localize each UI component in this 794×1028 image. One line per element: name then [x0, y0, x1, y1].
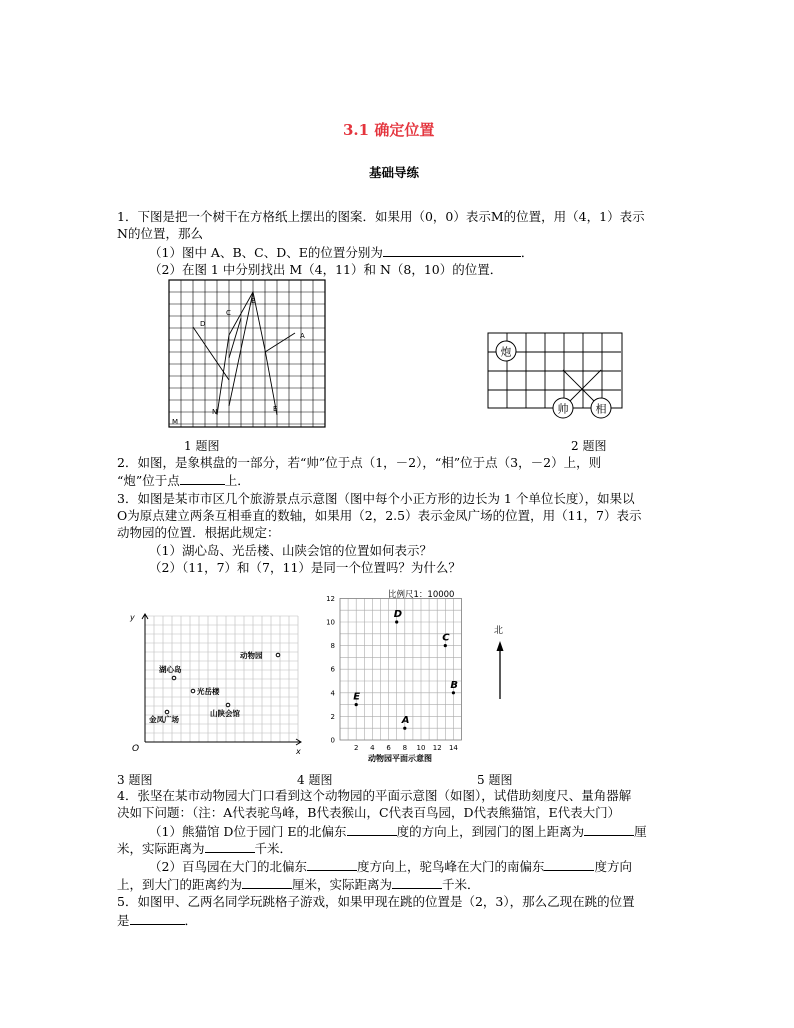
piece-shuai-label: 帅: [557, 402, 569, 416]
q4-part1-b: 度的方向上，到园门的图上距离为: [396, 824, 585, 839]
q2-line2: [117, 472, 250, 489]
q4-part1-a: （1）熊猫馆 D位于园门 E的北偏东: [149, 824, 347, 839]
y-tick-label: 8: [330, 642, 335, 651]
y-tick-label: 10: [326, 618, 335, 627]
q4-part2-d: 上，到大门的距离约为: [117, 877, 243, 892]
q4-part2-e: 厘米，实际距离为: [292, 877, 393, 892]
q5-line2: [117, 912, 197, 929]
chart-title: 比例尺1：10000: [388, 590, 455, 600]
y-axis-label: y: [130, 613, 135, 622]
place-marker-zoo: [276, 653, 280, 657]
answer-blank[interactable]: [307, 858, 357, 871]
place-label-lake: 湖心岛: [159, 665, 182, 674]
place-marker-tower: [191, 689, 195, 693]
data-point-c: [444, 644, 447, 647]
x-tick-label: 4: [370, 744, 375, 752]
point-label-m: M: [172, 418, 179, 426]
tree-line: [193, 327, 229, 380]
q1-part1-text: （1）图中 A、B、C、D、E的位置分别为: [149, 245, 383, 260]
figure-3-caption: 3 题图: [117, 773, 153, 787]
q5-line1: 5．如图甲、乙两名同学玩跳格子游戏，如果甲现在跳的位置是（2，3），那么乙现在跳的位置: [117, 894, 635, 909]
figure-5-caption: 5 题图: [477, 773, 513, 787]
north-arrow-head: [497, 641, 504, 651]
axes: [142, 614, 301, 745]
piece-pao-label: 炮: [500, 345, 512, 359]
figure-1-caption: 1 题图: [184, 439, 220, 453]
figure-2-caption: 2 题图: [571, 439, 607, 453]
data-point-b: [452, 691, 455, 694]
point-label-c: C: [226, 309, 231, 317]
data-point-label-c: C: [442, 632, 450, 644]
piece-xiang-label: 相: [595, 402, 607, 416]
figure-2-chessboard: [487, 332, 627, 424]
q4-part2-cont: [117, 876, 480, 893]
x-tick-label: 8: [402, 744, 408, 752]
point-label-e: E: [273, 405, 278, 413]
q1-part2: （2）在图 1 中分别找出 M（4，11）和 N（8，10）的位置．: [149, 262, 503, 277]
q1-part1: [149, 244, 533, 261]
data-point-label-b: B: [450, 679, 459, 691]
x-tick-label: 10: [416, 744, 426, 752]
data-point-e: [355, 703, 358, 706]
tree-trunk: [193, 292, 295, 415]
tree-line: [265, 333, 295, 352]
north-label: 北: [494, 626, 504, 636]
data-point-label-a: A: [401, 715, 410, 727]
y-tick-label: 0: [330, 736, 335, 745]
answer-blank[interactable]: [392, 876, 442, 889]
point-label-d: D: [200, 320, 206, 328]
y-tick-label: 4: [330, 689, 335, 698]
point-label-b: B: [251, 297, 256, 305]
q1-line1: 1．下图是把一个树干在方格纸上摆出的图案．如果用（0，0）表示M的位置，用（4，1）表示: [117, 209, 645, 224]
place-marker-plaza: [165, 710, 169, 714]
q4-part1-e: 千米．: [254, 841, 293, 856]
origin-label: O: [132, 744, 140, 754]
place-label-zoo: 动物园: [240, 651, 263, 660]
q4-line2: 决如下问题：（注：A代表驼鸟峰，B代表猴山，C代表百鸟园，D代表熊猫馆，E代表大门）: [117, 805, 621, 820]
answer-blank[interactable]: [544, 858, 594, 871]
q3-line1: 3．如图是某市市区几个旅游景点示意图（图中每个小正方形的边长为 1 个单位长度），如果以: [117, 491, 635, 506]
q4-part1: [149, 823, 647, 840]
q4-part2-f: 千米．: [442, 877, 480, 892]
q4-part1-d: 米，实际距离为: [117, 841, 205, 856]
place-label-plaza: 金凤广场: [149, 715, 179, 724]
data-point-a: [403, 727, 406, 730]
figure-1-tree-grid: [169, 280, 325, 430]
figure-3-scenic-map: [125, 606, 310, 756]
answer-blank[interactable]: [242, 876, 292, 889]
q3-part2: （2）（11，7）和（7，11）是同一个位置吗？为什么？: [149, 560, 461, 575]
y-tick-label: 12: [326, 594, 335, 603]
x-tick-label: 2: [353, 744, 359, 752]
q3-part1: （1）湖心岛、光岳楼、山陕会馆的位置如何表示？: [149, 543, 432, 558]
q4-part2-c: 度方向: [594, 859, 632, 874]
chart-xlabel: 动物园平面示意图: [368, 754, 432, 763]
y-tick-label: 2: [330, 712, 335, 721]
answer-blank[interactable]: [383, 244, 521, 257]
q4-part1-c: 厘: [634, 824, 647, 839]
q2-line2-end: 上．: [224, 473, 250, 488]
figure-4-caption: 4 题图: [297, 773, 333, 787]
figure-4-zoo-plan: [318, 585, 518, 770]
q4-part1-cont: [117, 840, 292, 857]
q2-line1: 2．如图，是象棋盘的一部分，若“帅”位于点（1，－2），“相”位于点（3，－2）上，则: [117, 455, 602, 470]
q3-line2: O为原点建立两条互相垂直的数轴，如果用（2，2.5）表示金凤广场的位置，用（11，7）表示: [117, 508, 642, 523]
place-label-tower: 光岳楼: [197, 687, 220, 696]
q4-part2-a: （2）百鸟园在大门的北偏东: [149, 859, 307, 874]
x-tick-label: 12: [432, 744, 442, 752]
answer-blank[interactable]: [205, 840, 255, 853]
point-label-a: A: [300, 332, 305, 340]
answer-blank[interactable]: [130, 912, 185, 925]
place-label-hall: 山陕会馆: [210, 709, 240, 718]
answer-blank[interactable]: [584, 823, 634, 836]
section-subtitle: 基础导练: [369, 165, 420, 180]
answer-blank[interactable]: [347, 823, 397, 836]
data-point-label-e: E: [353, 691, 361, 703]
page-title: 3.1 确定位置: [343, 121, 435, 139]
q3-line3: 动物园的位置．根据此规定：: [117, 525, 280, 540]
x-tick-label: 6: [386, 744, 391, 752]
q4-part2: [149, 858, 632, 875]
q1-part1-end: ．: [520, 245, 534, 260]
data-point-d: [395, 620, 398, 623]
q1-line2: N的位置，那么: [117, 226, 203, 241]
q5-line2-end: ．: [184, 913, 198, 928]
x-tick-label: 14: [448, 744, 458, 752]
q5-line2-start: 是: [117, 913, 130, 928]
point-label-n: N: [212, 408, 218, 416]
data-point-label-d: D: [393, 609, 403, 620]
y-tick-label: 6: [330, 665, 335, 674]
q4-line1: 4．张坚在某市动物园大门口看到这个动物园的平面示意图（如图），试借助刻度尺、量角器解: [117, 788, 632, 803]
q4-part2-b: 度方向上，驼鸟峰在大门的南偏东: [356, 859, 545, 874]
answer-blank[interactable]: [180, 472, 225, 485]
q2-line2-start: “炮”位于点: [117, 473, 180, 488]
x-axis-label: x: [296, 747, 301, 756]
